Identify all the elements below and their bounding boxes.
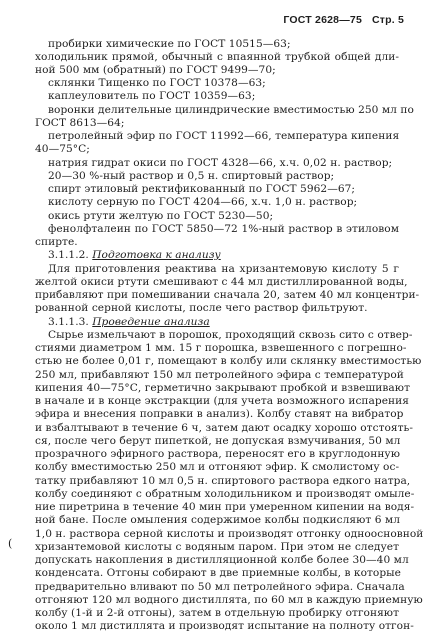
page-number: Стр. 5 — [371, 14, 404, 26]
text-line: 1,0 н. раствора серной кислоты и производят отгонку одноосновной — [35, 528, 424, 540]
text-line: стиями диаметром 1 мм. 15 г порошка, взвешенного с погрешно- — [35, 342, 407, 354]
text-line: спирте. — [35, 236, 78, 248]
text-line: 250 мл, прибавляют 150 мл петролейного эфира с температурой — [35, 369, 404, 381]
text-line: окись ртути желтую по ГОСТ 5230—50; — [48, 210, 274, 222]
text-line: ГОСТ 8613—64; — [35, 117, 125, 129]
text-line: колбу соединяют с обратным холодильником и производят омыле- — [35, 488, 415, 500]
subheading-title: Проведение анализа — [92, 316, 210, 328]
text-line: 20—30 %-ный раствор и 0,5 н. спиртовый раствор; — [48, 170, 335, 182]
text-line: фенолфталеин по ГОСТ 5850—72 1%-ный раствор в этиловом — [48, 223, 399, 235]
text-line: колбу (1-й и 2-й отгоны), затем в отдельную пробирку отгоняют — [35, 607, 399, 619]
text-line: Сырье измельчают в порошок, проходящий сквозь сито с отвер- — [48, 329, 413, 341]
text-line: ной 500 мм (обратный) по ГОСТ 9499—70; — [35, 64, 276, 76]
standard-number: ГОСТ 2628—75 — [283, 14, 362, 26]
text-line: рованной серной кислоты, после чего раствор фильтруют. — [35, 302, 368, 314]
subheading-title: Подготовка к анализу — [92, 249, 221, 261]
subheading-preparation — [48, 249, 221, 262]
text-line: отгоняют 120 мл водного дистиллята, по 60 мл в каждую приемную — [35, 594, 423, 606]
text-line: колбу вместимостью 250 мл и отгоняют эфир. К смолистому ос- — [35, 461, 400, 473]
text-line: ние пиретрина в течение 40 мин при умеренном кипении на водя- — [35, 501, 415, 513]
text-line: 40—75°С; — [35, 143, 90, 155]
text-line: склянки Тищенко по ГОСТ 10378—63; — [48, 77, 266, 89]
text-line: ной бане. После омыления содержимое колбы подкисляют 6 мл — [35, 514, 400, 526]
text-line: предварительно вливают по 50 мл петролейного эфира. Сначала — [35, 581, 405, 593]
text-line: допускать накопления в дистилляционной колбе более 30—40 мл — [35, 554, 409, 566]
text-line: стью не более 0,01 г, помещают в колбу или склянку вместимостью — [35, 355, 422, 367]
text-line: желтой окиси ртути смешивают с 44 мл дистиллированной воды, — [35, 276, 408, 288]
text-line: спирт этиловый ректификованный по ГОСТ 5962—67; — [48, 183, 356, 195]
text-line: хризантемовой кислоты с водяным паром. При этом не следует — [35, 541, 399, 553]
subheading-number: 3.1.1.2. — [48, 249, 89, 261]
page-header — [283, 14, 404, 26]
text-line: эфира и внесения поправки в анализ). Колбу ставят на вибратор — [35, 408, 404, 420]
text-line: кислоту серную по ГОСТ 4204—66, х.ч. 1,0 н. раствор; — [48, 196, 358, 208]
subheading-number: 3.1.1.3. — [48, 316, 89, 328]
text-line: кипения 40—75°С, герметично закрывают пробкой и взвешивают — [35, 382, 410, 394]
text-line: в начале и в конце экстракции (для учета возможного испарения — [35, 395, 410, 407]
text-line: конденсата. Отгоны собирают в две приемные колбы, в которые — [35, 567, 401, 579]
text-line: прозрачного эфирного раствора, переносят его в круглодонную — [35, 448, 400, 460]
text-line: каплеуловитель по ГОСТ 10359—63; — [48, 90, 256, 102]
text-line: воронки делительные цилиндрические вместимостью 250 мл по — [48, 104, 414, 116]
text-line: татку прибавляют 10 мл 0,5 н. спиртового раствора едкого натра, — [35, 475, 411, 487]
text-line: прибавляют при помешивании сначала 20, затем 40 мл концентри- — [35, 289, 420, 301]
margin-mark: ( — [8, 537, 13, 550]
text-line: и взбалтывают в течение 6 ч, затем дают осадку хорошо отстоять- — [35, 422, 414, 434]
text-line: около 1 мл дистиллята и производят испытание на полноту отгон- — [35, 620, 414, 632]
text-line: натрия гидрат окиси по ГОСТ 4328—66, х.ч. 0,02 н. раствор; — [48, 157, 393, 169]
subheading-procedure — [48, 316, 210, 329]
text-line: петролейный эфир по ГОСТ 11992—66, температура кипения — [48, 130, 400, 142]
text-line: ся, после чего берут пипеткой, не допуская взмучивания, 50 мл — [35, 435, 401, 447]
text-line: холодильник прямой, обычный с впаянной трубкой общей дли- — [35, 51, 399, 63]
text-line: Для приготовления реактива на хризантемовую кислоту 5 г — [48, 263, 399, 275]
text-line: пробирки химические по ГОСТ 10515—63; — [48, 38, 291, 50]
